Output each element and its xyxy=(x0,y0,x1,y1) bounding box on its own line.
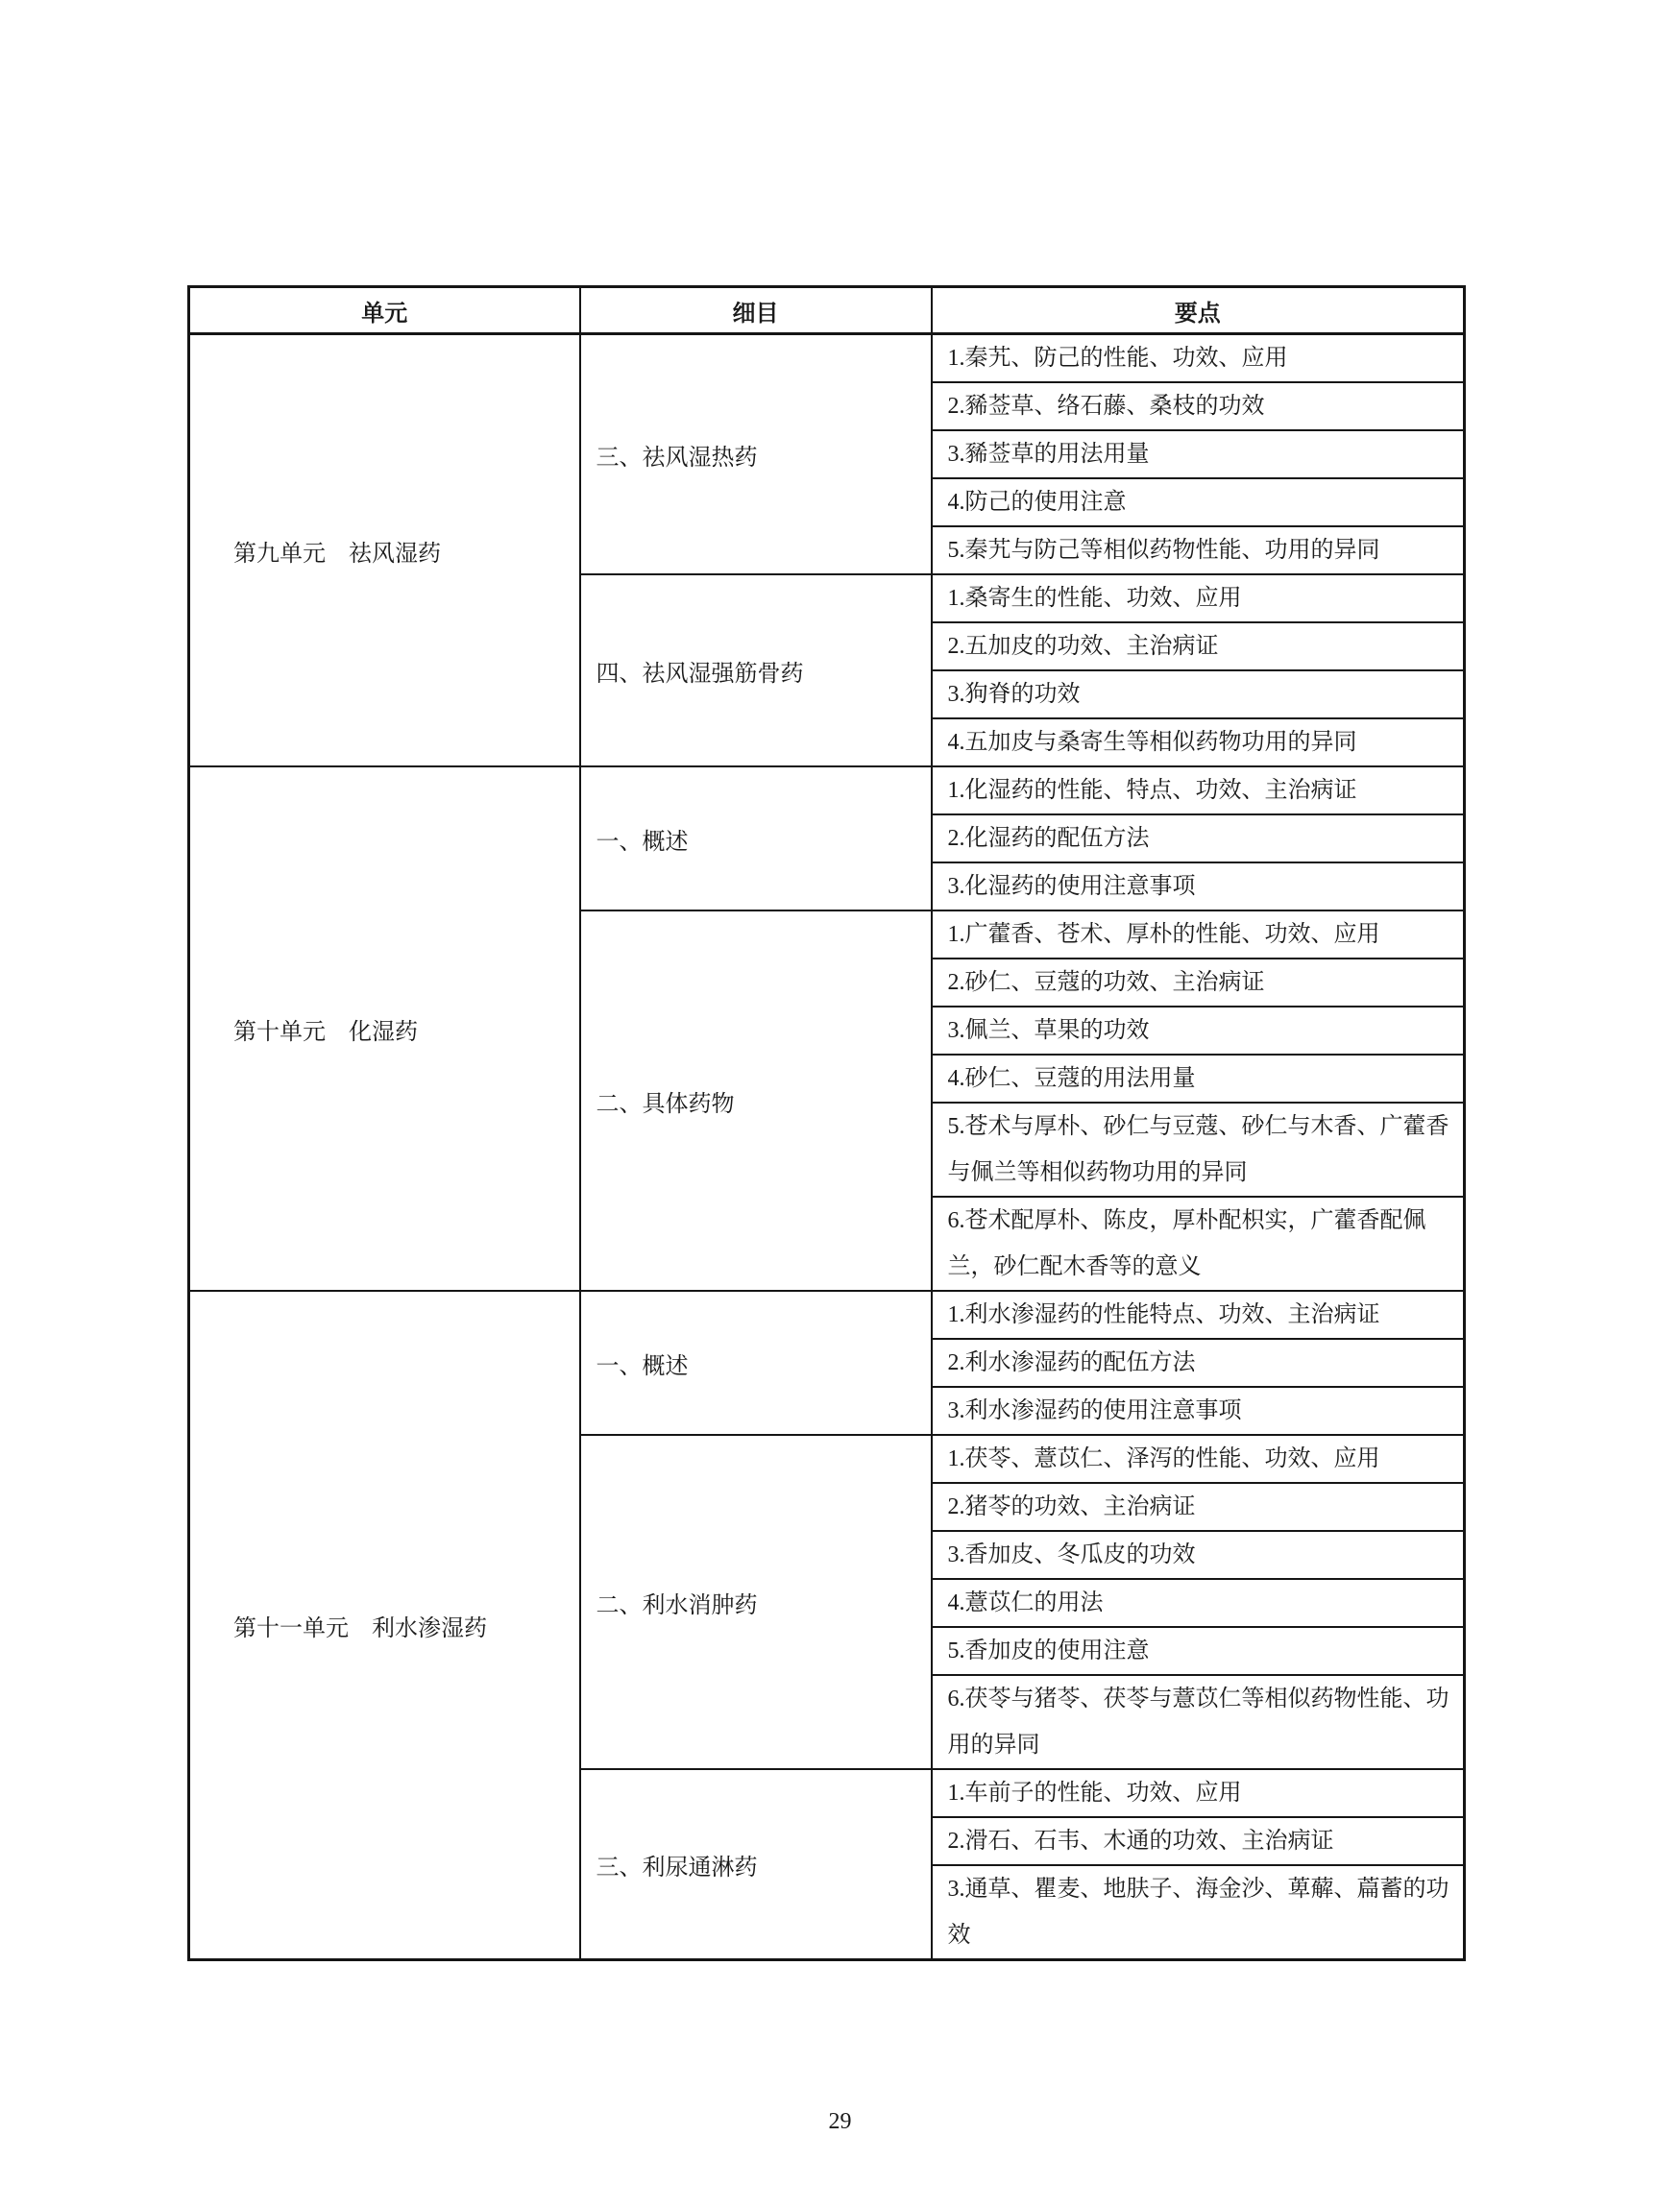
point-cell: 4.防己的使用注意 xyxy=(932,478,1465,526)
page-number: 29 xyxy=(828,2109,852,2134)
column-header-unit: 单元 xyxy=(189,287,580,334)
point-cell: 6.茯苓与猪苓、茯苓与薏苡仁等相似药物性能、功用的异同 xyxy=(932,1675,1465,1769)
column-header-keypoints: 要点 xyxy=(932,287,1465,334)
point-cell: 2.砂仁、豆蔻的功效、主治病证 xyxy=(932,959,1465,1007)
point-cell: 3.豨莶草的用法用量 xyxy=(932,430,1465,478)
point-cell: 1.化湿药的性能、特点、功效、主治病证 xyxy=(932,766,1465,814)
point-cell: 3.香加皮、冬瓜皮的功效 xyxy=(932,1531,1465,1579)
point-cell: 1.利水渗湿药的性能特点、功效、主治病证 xyxy=(932,1291,1465,1339)
point-cell: 2.化湿药的配伍方法 xyxy=(932,814,1465,862)
point-cell: 3.佩兰、草果的功效 xyxy=(932,1007,1465,1055)
point-cell: 2.利水渗湿药的配伍方法 xyxy=(932,1339,1465,1387)
point-cell: 4.薏苡仁的用法 xyxy=(932,1579,1465,1627)
unit-cell: 第十一单元 利水渗湿药 xyxy=(189,1291,580,1960)
point-cell: 3.利水渗湿药的使用注意事项 xyxy=(932,1387,1465,1435)
point-cell: 3.通草、瞿麦、地肤子、海金沙、萆薢、萹蓄的功效 xyxy=(932,1865,1465,1960)
subsection-cell: 三、利尿通淋药 xyxy=(580,1769,932,1960)
subsection-cell: 二、具体药物 xyxy=(580,910,932,1291)
subsection-cell: 二、利水消肿药 xyxy=(580,1435,932,1769)
point-cell: 2.五加皮的功效、主治病证 xyxy=(932,622,1465,670)
point-cell: 3.化湿药的使用注意事项 xyxy=(932,862,1465,910)
column-header-category: 细目 xyxy=(580,287,932,334)
table-row xyxy=(189,334,1465,383)
point-cell: 1.桑寄生的性能、功效、应用 xyxy=(932,574,1465,622)
subsection-cell: 一、概述 xyxy=(580,766,932,910)
unit-cell: 第九单元 祛风湿药 xyxy=(189,334,580,767)
table-row xyxy=(189,766,1465,814)
point-cell: 1.秦艽、防己的性能、功效、应用 xyxy=(932,334,1465,383)
point-cell: 5.苍术与厚朴、砂仁与豆蔻、砂仁与木香、广藿香与佩兰等相似药物功用的异同 xyxy=(932,1103,1465,1197)
header-row xyxy=(189,287,1465,334)
subsection-cell: 四、祛风湿强筋骨药 xyxy=(580,574,932,766)
point-cell: 1.广藿香、苍术、厚朴的性能、功效、应用 xyxy=(932,910,1465,959)
table-row xyxy=(189,1291,1465,1339)
point-cell: 3.狗脊的功效 xyxy=(932,670,1465,718)
subsection-cell: 三、祛风湿热药 xyxy=(580,334,932,575)
point-cell: 2.猪苓的功效、主治病证 xyxy=(932,1483,1465,1531)
point-cell: 1.车前子的性能、功效、应用 xyxy=(932,1769,1465,1817)
unit-cell: 第十单元 化湿药 xyxy=(189,766,580,1291)
syllabus-table xyxy=(187,285,1466,1961)
point-cell: 2.滑石、石韦、木通的功效、主治病证 xyxy=(932,1817,1465,1865)
point-cell: 6.苍术配厚朴、陈皮，厚朴配枳实，广藿香配佩兰，砂仁配木香等的意义 xyxy=(932,1197,1465,1291)
point-cell: 5.秦艽与防己等相似药物性能、功用的异同 xyxy=(932,526,1465,574)
point-cell: 4.砂仁、豆蔻的用法用量 xyxy=(932,1055,1465,1103)
subsection-cell: 一、概述 xyxy=(580,1291,932,1435)
point-cell: 2.豨莶草、络石藤、桑枝的功效 xyxy=(932,382,1465,430)
point-cell: 1.茯苓、薏苡仁、泽泻的性能、功效、应用 xyxy=(932,1435,1465,1483)
point-cell: 4.五加皮与桑寄生等相似药物功用的异同 xyxy=(932,718,1465,766)
point-cell: 5.香加皮的使用注意 xyxy=(932,1627,1465,1675)
